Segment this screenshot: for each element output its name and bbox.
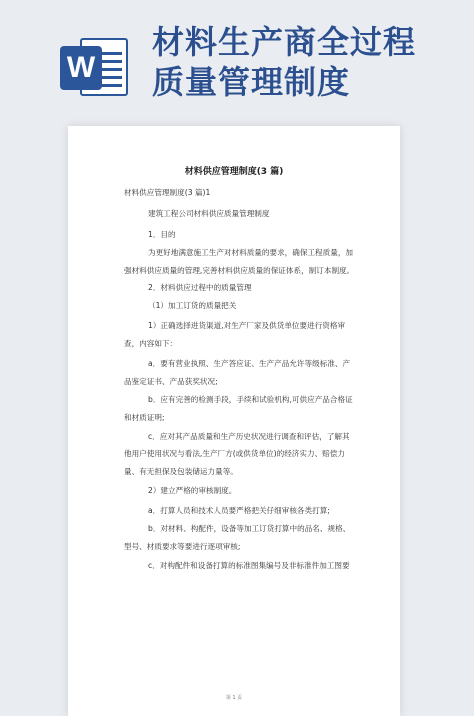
document-paragraph: 材料供应管理制度(3 篇)1 — [124, 188, 211, 197]
document-paragraph: 和材质证明; — [124, 413, 165, 422]
document-title: 材料供应管理制度(3 篇) — [184, 167, 284, 177]
document-paragraph: b．应有完善的检测手段，手续和试验机构,可供应产品合格证 — [148, 395, 353, 404]
document-paragraph: b．对材料、构配件，设备等加工订货打算中的品名、规格、 — [148, 524, 351, 533]
document-paragraph: a．打算人员和技术人员要严格把关仔细审核各类打算; — [148, 506, 330, 515]
document-paragraph: 为更好地满意施工生产对材料质量的要求，确保工程质量，加 — [148, 248, 354, 257]
document-paragraph: 1）正确选择进货渠道,对生产厂家及供货单位要进行资格审 — [148, 321, 346, 330]
document-paragraph: （1）加工订货的质量把关 — [148, 301, 237, 310]
document-paragraph: 品鉴定证书、产品获奖状况; — [124, 377, 218, 386]
document-page — [68, 126, 400, 716]
document-header — [0, 0, 474, 120]
document-paragraph: 2．材料供应过程中的质量管理 — [148, 283, 252, 292]
page-number: 第 1 页 — [225, 695, 243, 701]
document-paragraph: 他用户使用状况与看法,生产厂方(或供货单位)的经济实力、赔偿力 — [124, 449, 345, 458]
document-paragraph: 型号、材质要求等要进行逐项审核; — [124, 542, 241, 551]
document-paragraph: 量、有无担保及包装储运力量等。 — [124, 467, 238, 476]
document-paragraph: 强材料供应质量的管理,完善材料供应质量的保证体系，制订本制度。 — [124, 266, 355, 275]
word-icon-badge: W — [60, 46, 102, 90]
document-paragraph: 1．目的 — [148, 230, 176, 239]
document-paragraph: 查，内容如下： — [124, 339, 178, 348]
document-paragraph: a．要有营业执照、生产答应证、生产产品允许等级标准、产 — [148, 359, 351, 368]
document-paragraph: c．对构配件和设备打算的标准图集编号及非标准件加工图要 — [148, 561, 350, 570]
word-icon — [60, 36, 130, 98]
document-paragraph: 建筑工程公司材料供应质量管理制度 — [148, 209, 270, 218]
document-paragraph: 2）建立严格的审核制度。 — [148, 486, 237, 495]
page-title: 材料生产商全过程 质量管理制度 — [152, 23, 417, 101]
document-paragraph: c．应对其产品质量和生产历史状况进行调查和评估，了解其 — [148, 432, 350, 441]
